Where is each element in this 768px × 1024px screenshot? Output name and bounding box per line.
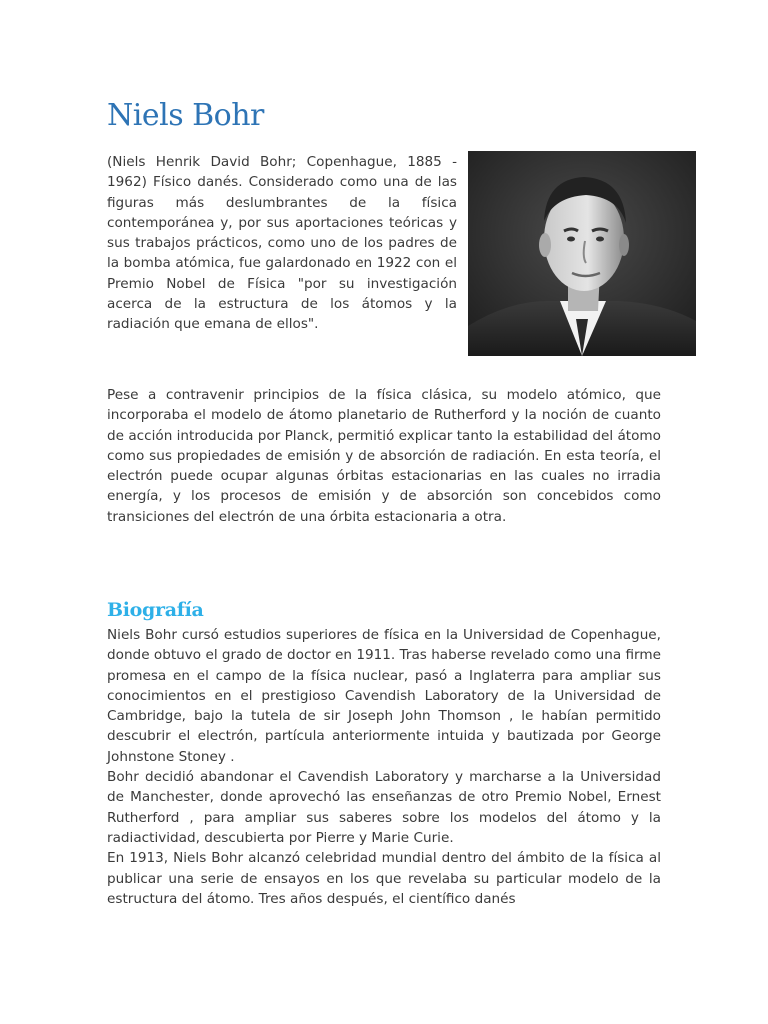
- biography-paragraph: Niels Bohr cursó estudios superiores de física en la Universidad de Copenhague, donde obtuvo el grado de doctor en 1911. Tras haberse revelado como una firme promesa en el campo de la física nuclear, pasó a Inglaterra para ampliar sus conocimientos en el prestigioso Cavendish Laboratory de la Universidad de Cambridge, bajo la tutela de sir Joseph John Thomson , le habían permitido descubrir el electrón, partícula anteriormente intuida y bautizada por George Johnstone Stoney .: [107, 627, 661, 765]
- biography-text: [107, 625, 661, 909]
- intro-paragraph: (Niels Henrik David Bohr; Copenhague, 1885 - 1962) Físico danés. Considerado como una de las figuras más deslumbrantes de la física contemporánea y, por sus aportaciones teóricas y sus trabajos prácticos, como uno de los padres de la bomba atómica, fue galardonado en 1922 con el Premio Nobel de Física "por su investigación acerca de la estructura de los átomos y la radiación que emana de ellos".: [107, 154, 457, 333]
- biography-paragraph: Bohr decidió abandonar el Cavendish Laboratory y marcharse a la Universidad de Manchester, donde aprovechó las enseñanzas de otro Premio Nobel, Ernest Rutherford , para ampliar sus saberes sobre los modelos del átomo y la radiactividad, descubierta por Pierre y Marie Curie.: [107, 769, 661, 846]
- portrait-photo: [468, 151, 696, 356]
- portrait-illustration: [468, 151, 696, 356]
- page-title: Niels Bohr: [107, 98, 264, 133]
- biography-heading: Biografía: [107, 599, 204, 621]
- atomic-model-paragraph: Pese a contravenir principios de la física clásica, su modelo atómico, que incorporaba el modelo de átomo planetario de Rutherford y la noción de cuanto de acción introducida por Planck, permitió explicar tanto la estabilidad del átomo como sus propiedades de emisión y de absorción de radiación. En esta teoría, el electrón puede ocupar algunas órbitas estacionarias en las cuales no irradia energía, y los procesos de emisión y de absorción son concebidos como transiciones del electrón de una órbita estacionaria a otra.: [107, 387, 661, 525]
- biography-paragraph: En 1913, Niels Bohr alcanzó celebridad mundial dentro del ámbito de la física al publicar una serie de ensayos en los que revelaba su particular modelo de la estructura del átomo. Tres años después, el científico danés: [107, 850, 661, 907]
